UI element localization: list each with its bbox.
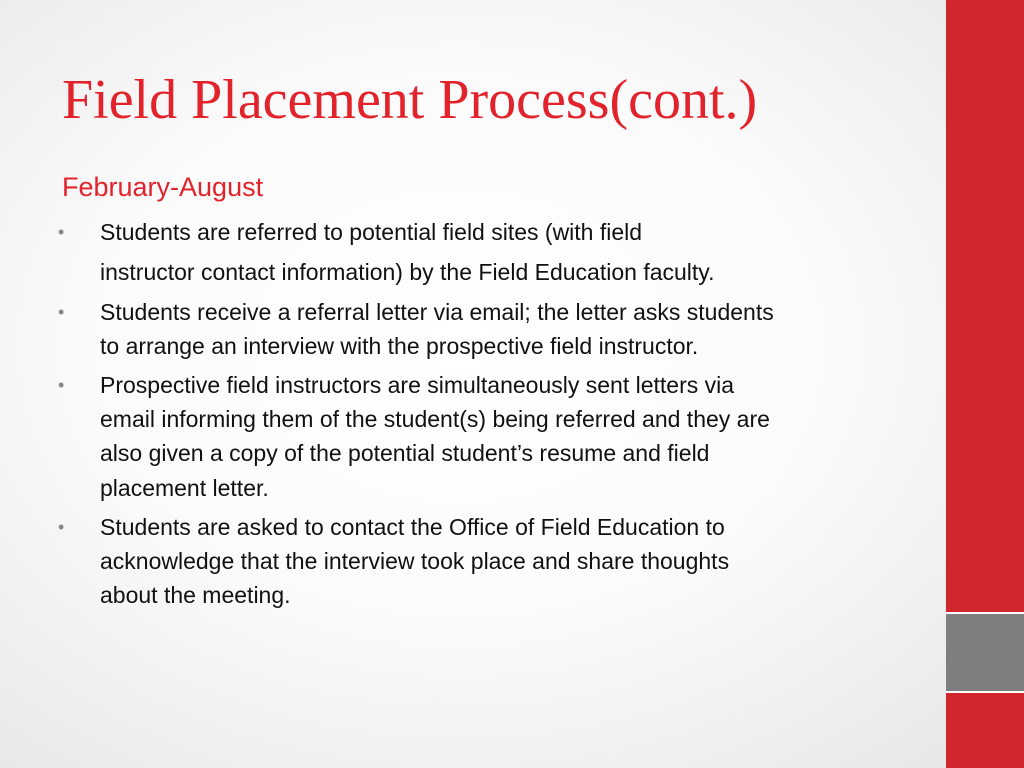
bullet-icon: •	[58, 375, 65, 395]
slide-subtitle: February-August	[62, 172, 264, 202]
bullet-icon: •	[58, 222, 65, 242]
bullet-2-line-1: Students receive a referral letter via email; the letter asks students	[100, 299, 774, 325]
side-bar-gray-block	[946, 614, 1024, 691]
bullet-4-line-3: about the meeting.	[100, 582, 291, 608]
bullet-1-line-1: Students are referred to potential field sites (with field	[100, 219, 643, 245]
bullet-3-line-4: placement letter.	[100, 475, 269, 501]
bullet-3-line-1: Prospective field instructors are simultaneously sent letters via	[100, 372, 735, 398]
bullet-icon: •	[58, 517, 65, 537]
bullet-4-line-1: Students are asked to contact the Office of Field Education to	[100, 514, 725, 540]
bullet-3-line-2: email informing them of the student(s) being referred and they are	[100, 406, 770, 432]
bullet-2-line-2: to arrange an interview with the prospective field instructor.	[100, 333, 699, 359]
bullet-4-line-2: acknowledge that the interview took place and share thoughts	[100, 548, 730, 574]
bullet-1-line-2: instructor contact information) by the Field Education faculty.	[100, 259, 715, 285]
bullet-icon: •	[58, 302, 65, 322]
side-bar-divider	[946, 691, 1024, 693]
bullet-3-line-3: also given a copy of the potential student’s resume and field	[100, 440, 710, 466]
slide-title: Field Placement Process(cont.)	[62, 69, 758, 131]
